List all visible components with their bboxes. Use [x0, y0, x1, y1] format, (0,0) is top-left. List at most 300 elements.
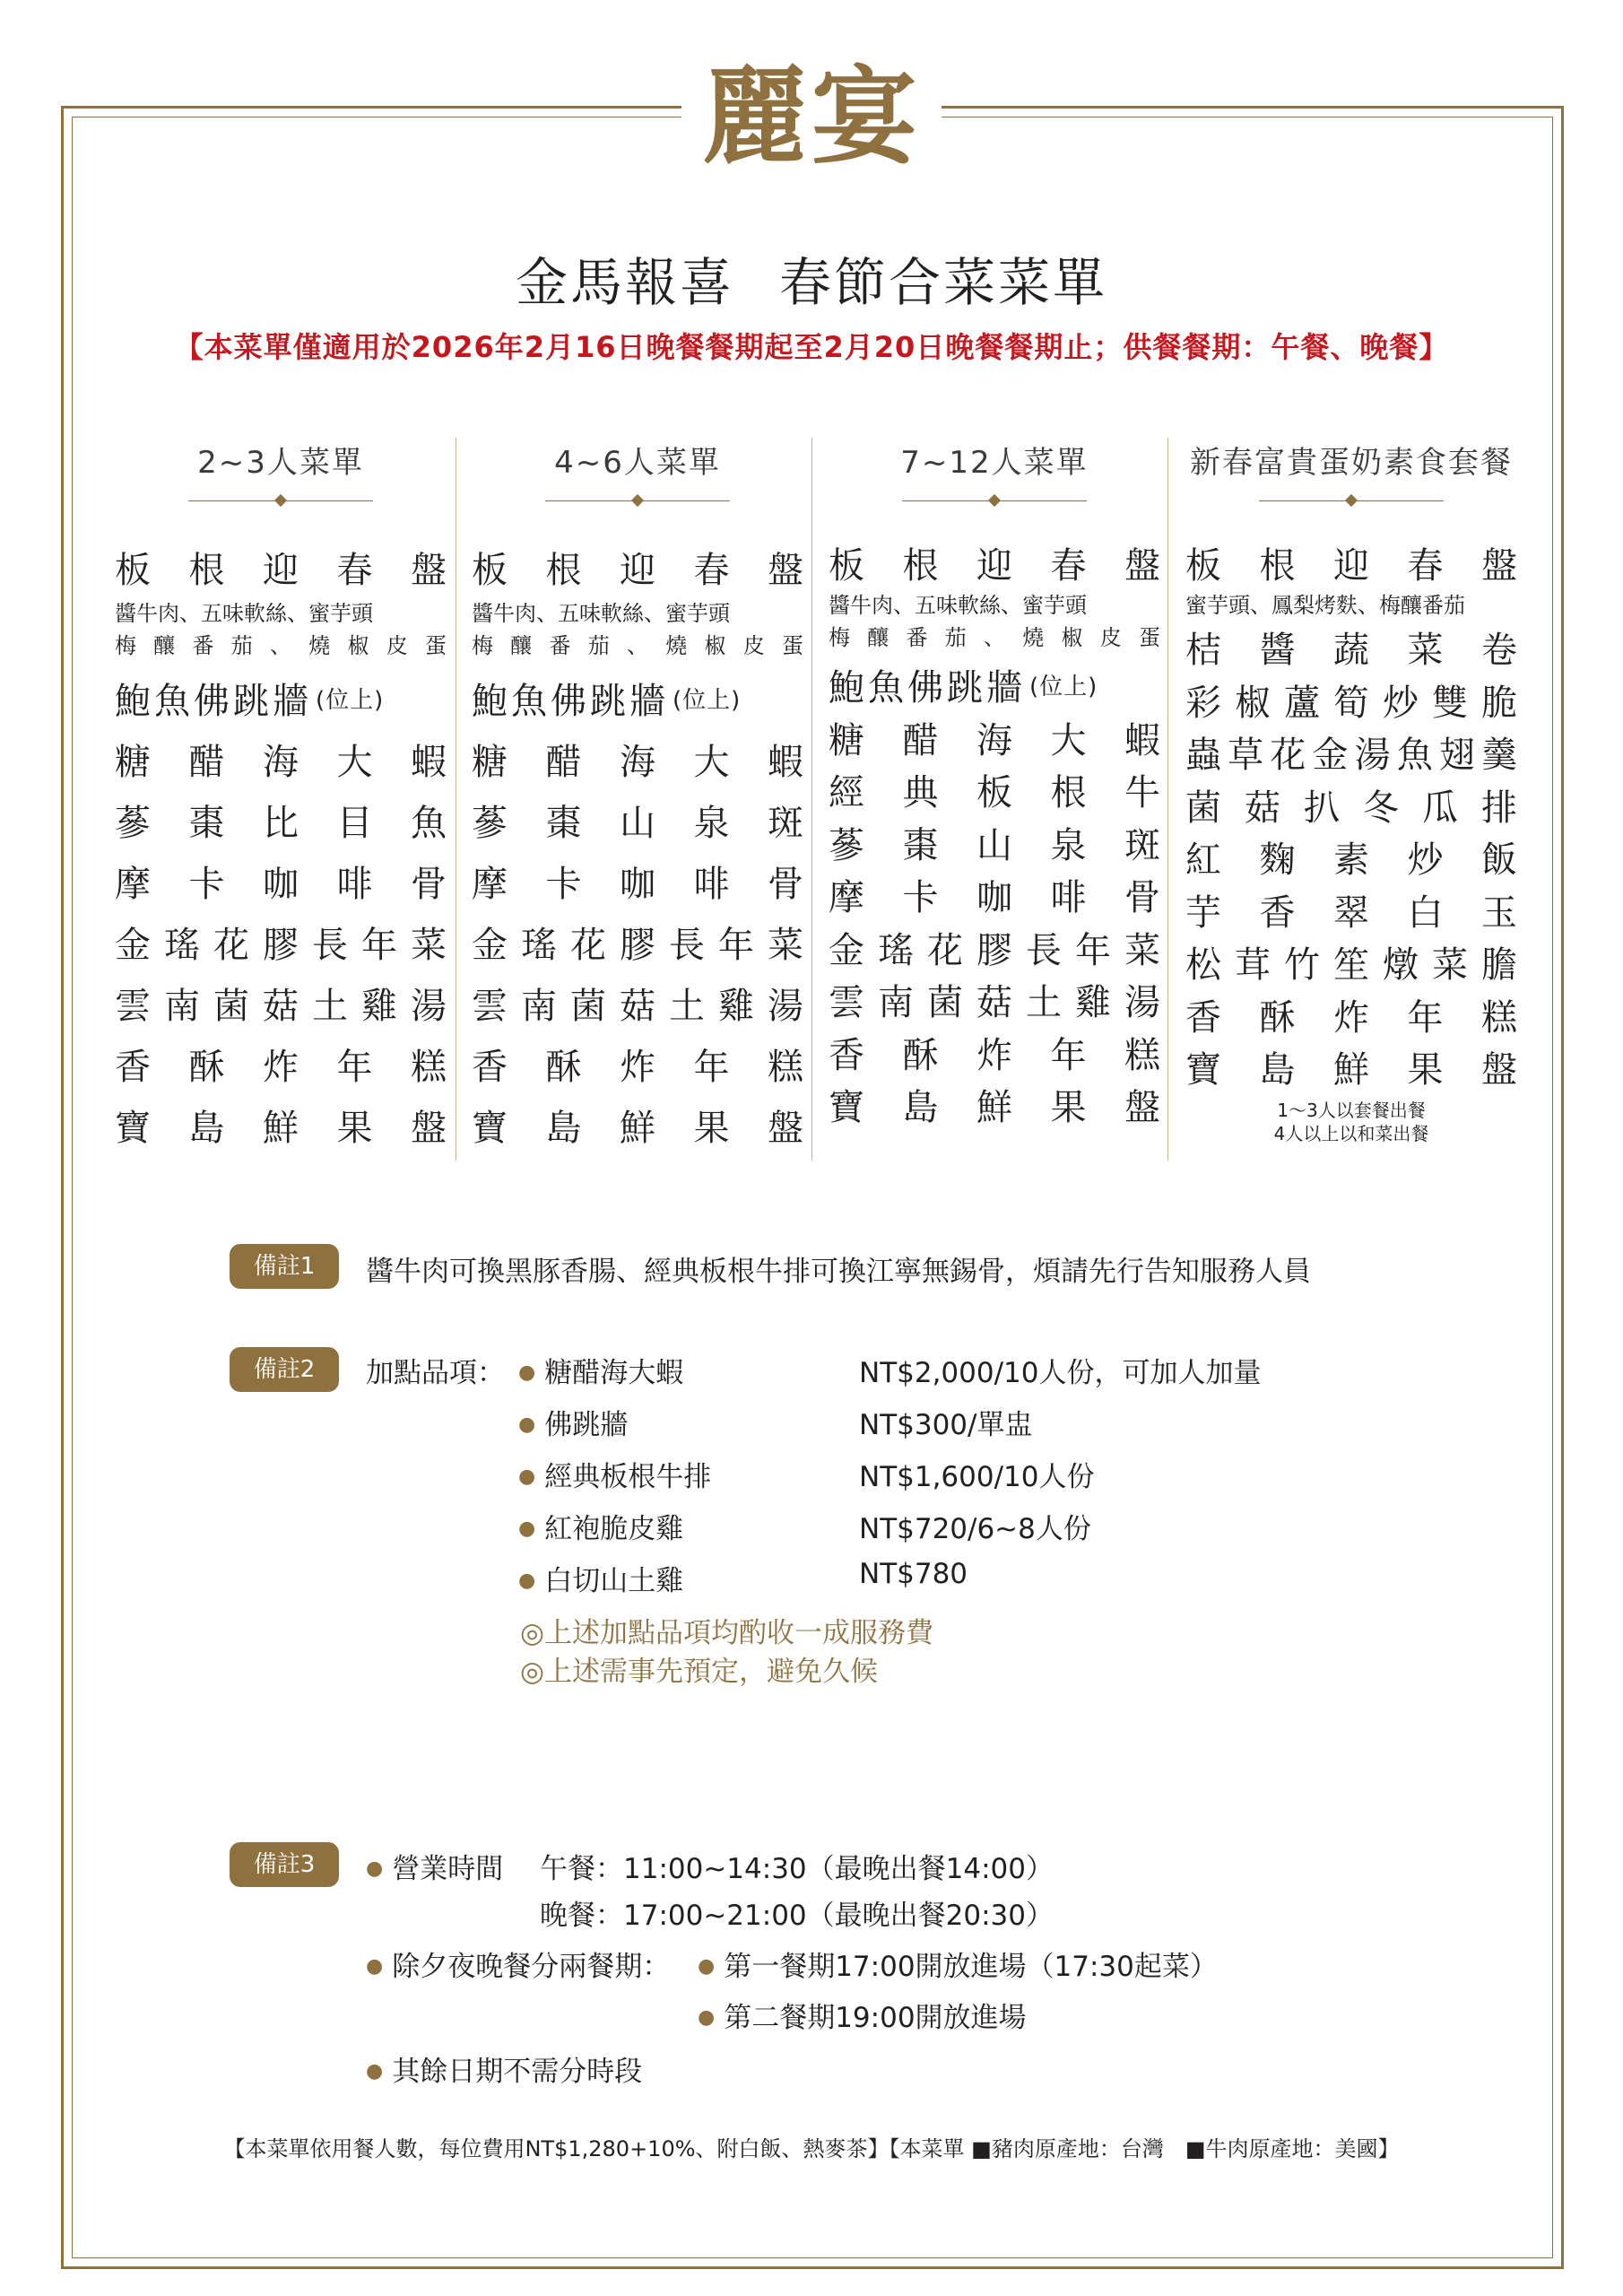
menu-item	[1185, 778, 1517, 831]
menu-item	[1185, 936, 1517, 989]
menu-item-char: 長	[1026, 929, 1062, 971]
menu-item-char: 醋	[545, 741, 582, 783]
menu-item-char: 板	[1185, 544, 1221, 587]
addon-name: 糖醋海大蝦	[544, 1357, 684, 1389]
addon-name: 佛跳牆	[544, 1409, 629, 1441]
menu-item-char: 板	[829, 544, 864, 587]
menu-item-char: 南	[521, 985, 557, 1027]
menu-column-title: 7~12人菜單	[900, 445, 1089, 481]
menu-item-char: 扒	[1304, 787, 1340, 829]
menu-item	[472, 667, 803, 728]
menu-item-char: 大	[336, 741, 373, 783]
menu-item-detail-char: 、	[984, 624, 1005, 650]
menu-item	[1185, 674, 1517, 726]
bullet-icon: ●	[366, 1857, 384, 1880]
menu-item-char: 菌	[1185, 787, 1221, 829]
menu-item-char: 啡	[693, 863, 730, 905]
menu-item-detail-char: 茄	[230, 633, 253, 658]
menu-item	[829, 711, 1160, 764]
menu-item-char: 菜	[1124, 929, 1160, 971]
menu-item-char: 膠	[620, 924, 655, 966]
addon-price: NT$300/單盅	[859, 1409, 1033, 1441]
menu-item-char: 椒	[1235, 682, 1271, 724]
menu-item-detail	[1185, 589, 1517, 622]
menu-item-detail-char: 釀	[510, 633, 533, 658]
menu-item-char: 春	[693, 549, 730, 591]
menu-item-char: 年	[1075, 929, 1111, 971]
other-days: 其餘日期不需分時段	[392, 2056, 643, 2088]
menu-item-char: 炒	[1383, 682, 1419, 724]
lunch-hours: 午餐：11:00~14:30（最晚出餐14:00）	[540, 1853, 1054, 1885]
menu-item-char: 年	[336, 1046, 373, 1088]
menu-item-detail	[829, 622, 1160, 654]
brand-plate	[681, 45, 942, 188]
menu-item-char: 瓜	[1422, 787, 1458, 829]
menu-item-char: 卡	[545, 863, 582, 905]
menu-column	[1185, 441, 1517, 1145]
addon-price: NT$2,000/10人份，可加人加量	[859, 1357, 1262, 1389]
menu-item-name: 鮑魚佛跳牆	[472, 680, 669, 722]
menu-item	[115, 972, 447, 1033]
menu-item-char: 松	[1185, 944, 1221, 987]
menu-item-char: 果	[693, 1107, 730, 1149]
menu-item-char: 翠	[1333, 891, 1369, 934]
menu-item-char: 筍	[1333, 682, 1369, 724]
menu-item-char: 花	[213, 924, 249, 966]
menu-item-char: 花	[1270, 735, 1306, 777]
menu-item-tag: (位上)	[673, 686, 742, 714]
menu-item-char: 酥	[902, 1034, 939, 1076]
bullet-icon: ●	[518, 1361, 536, 1384]
menu-item	[115, 789, 447, 850]
menu-item-char: 燉	[1383, 944, 1419, 987]
menu-item-char: 香	[829, 1034, 864, 1076]
menu-item-char: 根	[545, 549, 582, 591]
menu-item-char: 卷	[1481, 630, 1517, 672]
menu-item-name: 鮑魚佛跳牆	[829, 667, 1026, 709]
menu-item-char: 雲	[115, 985, 151, 1027]
menu-item-char: 泉	[1050, 824, 1087, 866]
menu-column-title: 新春富貴蛋奶素食套餐	[1190, 445, 1513, 481]
eve-row	[366, 1944, 670, 1984]
menu-item-char: 湯	[768, 985, 803, 1027]
menu-item-char: 大	[1050, 719, 1087, 761]
menu-item-char: 炸	[620, 1046, 655, 1088]
menu-item-char: 瑤	[878, 929, 914, 971]
menu-item-char: 羹	[1480, 735, 1517, 777]
menu-item-char: 鮮	[1333, 1049, 1369, 1091]
menu-item-char: 蔘	[115, 802, 151, 844]
menu-item-char: 醬	[1259, 630, 1296, 672]
addon-item	[518, 1506, 683, 1546]
remark3-badge: 備註3	[230, 1842, 339, 1887]
menu-item-char: 寶	[1185, 1049, 1221, 1091]
menu-item-char: 糖	[115, 741, 151, 783]
menu-column-title: 4~6人菜單	[554, 445, 721, 481]
menu-item-detail-char: 梅	[115, 633, 136, 658]
menu-item-detail-char: 茄	[587, 633, 610, 658]
menu-item-char: 盤	[411, 549, 447, 591]
menu-item	[829, 816, 1160, 869]
menu-item-char: 糕	[768, 1046, 803, 1088]
menu-item-detail	[829, 589, 1160, 622]
bullet-icon: ●	[698, 1955, 716, 1978]
menu-item-char: 年	[693, 1046, 730, 1088]
menu-item-char: 斑	[768, 802, 803, 844]
menu-item-char: 比	[263, 802, 299, 844]
menu-item-char: 菇	[263, 985, 299, 1027]
menu-item-char: 島	[188, 1107, 225, 1149]
addon-name: 紅袍脆皮雞	[544, 1513, 684, 1545]
menu-item-char: 摩	[115, 863, 151, 905]
menu-item-name: 鮑魚佛跳牆	[115, 680, 312, 722]
menu-item-char: 瑤	[164, 924, 200, 966]
menu-item-char: 春	[1407, 544, 1444, 587]
menu-item-char: 鮮	[263, 1107, 299, 1149]
menu-item-char: 菜	[768, 924, 803, 966]
menu-item-char: 素	[1333, 839, 1369, 882]
bullet-icon: ●	[366, 2060, 384, 2083]
eve-label: 除夕夜晚餐分兩餐期：	[392, 1951, 671, 1983]
menu-item-char: 山	[976, 824, 1012, 866]
menu-item	[472, 972, 803, 1033]
menu-item	[1185, 622, 1517, 674]
menu-item-char: 糖	[472, 741, 508, 783]
menu-item-char: 花	[927, 929, 963, 971]
menu-item-char: 炸	[976, 1034, 1012, 1076]
menu-item-char: 湯	[411, 985, 447, 1027]
menu-item	[829, 869, 1160, 922]
menu-item-char: 摩	[829, 877, 864, 919]
addon-item	[518, 1454, 711, 1494]
menu-item	[829, 764, 1160, 817]
remark2-badge: 備註2	[230, 1347, 339, 1392]
menu-item-detail-char: 燒	[665, 633, 688, 658]
menu-item-char: 板	[472, 549, 508, 591]
menu-item-detail-text: 醬牛肉、五味軟絲、蜜芋頭	[829, 592, 1087, 618]
menu-item	[1185, 1041, 1517, 1094]
menu-item-char: 香	[472, 1046, 508, 1088]
menu-item-char: 膠	[976, 929, 1012, 971]
hours-row	[366, 1846, 503, 1886]
menu-item	[829, 659, 1160, 712]
menu-item-detail-text: 蜜芋頭、鳳梨烤麩、梅釀番茄	[1185, 592, 1465, 618]
menu-item-char: 咖	[976, 877, 1012, 919]
menu-item-char: 蝦	[768, 741, 803, 783]
menu-item-detail-char: 釀	[153, 633, 176, 658]
menu-item-detail-char: 皮	[1099, 624, 1122, 650]
menu-item-char: 板	[115, 549, 151, 591]
menu-item-char: 大	[693, 741, 730, 783]
addon-note-service: ◎上述加點品項均酌收一成服務費	[520, 1617, 934, 1649]
ornament-divider	[829, 484, 1160, 520]
bullet-icon: ●	[518, 1518, 536, 1540]
menu-item-char: 菜	[411, 924, 447, 966]
menu-item-char: 金	[1312, 735, 1349, 777]
menu-item-char: 寶	[472, 1107, 508, 1149]
menu-item-char: 蔘	[472, 802, 508, 844]
menu-item	[472, 1094, 803, 1155]
menu-item-char: 雞	[1075, 982, 1111, 1024]
menu-item	[472, 911, 803, 972]
menu-item-char: 啡	[1050, 877, 1087, 919]
menu-item-char: 山	[620, 802, 655, 844]
menu-item	[829, 921, 1160, 974]
menu-item-char: 泉	[693, 802, 730, 844]
menu-item-char: 笙	[1333, 944, 1369, 987]
menu-item-char: 鮮	[620, 1107, 655, 1149]
menu-item-char: 瑤	[521, 924, 557, 966]
menu-item-char: 年	[1050, 1034, 1087, 1076]
menu-item-char: 島	[545, 1107, 582, 1149]
menu-item	[1185, 988, 1517, 1041]
menu-item-char: 排	[1481, 787, 1517, 829]
menu-item-detail-char: 、	[627, 633, 648, 658]
menu-item-detail-char: 蛋	[425, 633, 447, 658]
addon-name: 白切山土雞	[544, 1565, 684, 1597]
menu-item-char: 菌	[927, 982, 963, 1024]
menu-item-char: 盤	[1481, 544, 1517, 587]
menu-item-detail-text: 醬牛肉、五味軟絲、蜜芋頭	[472, 601, 730, 626]
menu-item-char: 卡	[188, 863, 225, 905]
page-title	[0, 240, 1623, 316]
menu-item-detail-char: 番	[906, 624, 928, 650]
menu-item-char: 年	[718, 924, 754, 966]
menu-item-char: 摩	[472, 863, 508, 905]
menu-item-char: 年	[1407, 996, 1444, 1039]
dinner-hours: 晚餐：17:00~21:00（最晚出餐20:30）	[540, 1900, 1054, 1932]
menu-item-char: 土	[312, 985, 348, 1027]
menu-item-char: 炸	[263, 1046, 299, 1088]
menu-item-char: 經	[829, 772, 864, 814]
menu-item-char: 香	[1185, 996, 1221, 1039]
addon-name: 經典板根牛排	[544, 1461, 712, 1493]
menu-item	[115, 1094, 447, 1155]
menu-item-char: 牛	[1124, 772, 1160, 814]
menu-item-char: 香	[1259, 891, 1296, 934]
menu-item-char: 果	[1407, 1049, 1444, 1091]
menu-item-tag: (位上)	[316, 686, 385, 714]
validity-notice: 【本菜單僅適用於2026年2月16日晚餐餐期起至2月20日晚餐餐期止；供餐餐期：午餐、晚餐】	[174, 330, 1449, 364]
ornament-divider	[472, 484, 803, 520]
bullet-icon: ●	[518, 1413, 536, 1436]
menu-item-char: 雞	[361, 985, 397, 1027]
eve-first-row	[698, 1944, 1218, 1984]
menu-item-char: 蔬	[1333, 630, 1369, 672]
menu-item-char: 麴	[1259, 839, 1296, 882]
bullet-icon: ●	[518, 1570, 536, 1592]
menu-item-char: 根	[902, 544, 939, 587]
menu-item-char: 棗	[188, 802, 225, 844]
menu-item-detail	[115, 630, 447, 662]
menu-item-char: 咖	[263, 863, 299, 905]
ornament-divider	[115, 484, 447, 520]
veg-serving-note	[1185, 1099, 1517, 1145]
eve-second: 第二餐期19:00開放進場	[724, 2002, 1027, 2034]
menu-item-char: 酥	[545, 1046, 582, 1088]
menu-item	[115, 728, 447, 789]
menu-item-char: 雲	[472, 985, 508, 1027]
menu-item-char: 蝦	[411, 741, 447, 783]
menu-item-char: 海	[976, 719, 1012, 761]
menu-item-char: 魚	[1396, 735, 1433, 777]
menu-item-char: 啡	[336, 863, 373, 905]
menu-item-char: 根	[1259, 544, 1296, 587]
menu-item-char: 棗	[902, 824, 939, 866]
diamond-icon	[631, 494, 644, 507]
menu-item-char: 糕	[1124, 1034, 1160, 1076]
diamond-icon	[1345, 494, 1358, 507]
menu-item-char: 迎	[1333, 544, 1369, 587]
menu-item-char: 長	[669, 924, 705, 966]
menu-item-detail-char: 椒	[347, 633, 369, 658]
menu-item-char: 盤	[768, 549, 803, 591]
menu-column	[472, 441, 803, 1155]
menu-column-title: 2~3人菜單	[197, 445, 364, 481]
remark1-text: 醬牛肉可換黑豚香腸、經典板根牛排可換江寧無錫骨，煩請先行告知服務人員	[366, 1256, 1311, 1288]
menu-item-char: 盤	[411, 1107, 447, 1149]
menu-item-detail-char: 釀	[867, 624, 890, 650]
menu-item-char: 花	[570, 924, 606, 966]
brand-logo: 麗宴	[701, 54, 921, 178]
menu-item-detail-char: 皮	[386, 633, 408, 658]
menu-item	[472, 1033, 803, 1094]
menu-item-char: 湯	[1354, 735, 1391, 777]
menu-item-char: 糖	[829, 719, 864, 761]
menu-item-char: 香	[115, 1046, 151, 1088]
menu-item-char: 飯	[1481, 839, 1517, 882]
menu-item-char: 南	[878, 982, 914, 1024]
menu-item-detail-char: 燒	[1022, 624, 1045, 650]
menu-item	[829, 974, 1160, 1027]
menu-item	[472, 789, 803, 850]
menu-item-char: 菇	[976, 982, 1012, 1024]
addon-item	[518, 1558, 683, 1598]
menu-item-detail-char: 蛋	[782, 633, 803, 658]
menu-item-char: 金	[472, 924, 508, 966]
menu-item-char: 彩	[1185, 682, 1221, 724]
diamond-icon	[274, 494, 287, 507]
menu-item	[115, 850, 447, 911]
addon-item	[518, 1402, 628, 1442]
menu-item	[115, 1033, 447, 1094]
menu-item	[115, 911, 447, 972]
menu-item-char: 盤	[1124, 544, 1160, 587]
menu-item-detail-char: 茄	[944, 624, 967, 650]
other-days-row	[366, 2048, 642, 2089]
menu-item	[472, 850, 803, 911]
menu-item	[115, 536, 447, 597]
menu-item-char: 土	[1026, 982, 1062, 1024]
menu-item-detail	[472, 597, 803, 630]
menu-item-char: 膠	[263, 924, 299, 966]
menu-item-char: 菇	[620, 985, 655, 1027]
menu-item-char: 玉	[1481, 891, 1517, 934]
menu-item-char: 咖	[620, 863, 655, 905]
menu-item-char: 鮮	[976, 1087, 1012, 1129]
menu-item-char: 脆	[1481, 682, 1517, 724]
title-part2: 春節合菜菜單	[779, 252, 1108, 313]
menu-item	[1185, 831, 1517, 884]
menu-item-char: 盤	[768, 1107, 803, 1149]
menu-item-char: 寶	[829, 1087, 864, 1129]
menu-item-detail-char: 燒	[308, 633, 331, 658]
veg-note-line2: 4人以上以和菜出餐	[1273, 1123, 1429, 1144]
diamond-icon	[988, 494, 1001, 507]
menu-item-char: 骨	[411, 863, 447, 905]
menu-item-detail-text: 醬牛肉、五味軟絲、蜜芋頭	[115, 601, 373, 626]
addon-price: NT$780	[859, 1558, 968, 1590]
menu-item-char: 醋	[188, 741, 225, 783]
menu-item-char: 典	[902, 772, 939, 814]
menu-item-char: 雙	[1432, 682, 1468, 724]
menu-item-detail-char: 椒	[704, 633, 726, 658]
menu-item-char: 炒	[1407, 839, 1444, 882]
menu-item-char: 年	[361, 924, 397, 966]
addon-note-reserve: ◎上述需事先預定，避免久候	[520, 1656, 879, 1688]
menu-item-char: 長	[312, 924, 348, 966]
menu-item-char: 蟲	[1185, 735, 1221, 777]
menu-column	[829, 441, 1160, 1131]
menu-item-char: 醋	[902, 719, 939, 761]
menu-item-char: 南	[164, 985, 200, 1027]
remark2-lead: 加點品項：	[366, 1357, 505, 1389]
menu-item-detail-char: 蛋	[1139, 624, 1160, 650]
menu-item-char: 果	[1050, 1087, 1087, 1129]
menu-item-char: 菜	[1432, 944, 1468, 987]
menu-item-char: 春	[1050, 544, 1087, 587]
menu-item-char: 膽	[1481, 944, 1517, 987]
menu-item-char: 盤	[1124, 1087, 1160, 1129]
menu-item-tag: (位上)	[1029, 674, 1098, 701]
menu-item-char: 海	[263, 741, 299, 783]
menu-item-char: 湯	[1124, 982, 1160, 1024]
menu-item-detail-char: 、	[270, 633, 291, 658]
menu-item-char: 根	[1050, 772, 1087, 814]
menu-item-char: 土	[669, 985, 705, 1027]
remark1-badge: 備註1	[230, 1244, 339, 1289]
menu-item-detail-char: 椒	[1061, 624, 1083, 650]
menu-item-char: 蝦	[1124, 719, 1160, 761]
menu-item-char: 目	[336, 802, 373, 844]
menu-item-char: 根	[188, 549, 225, 591]
footer-note: 【本菜單依用餐人數，每位費用NT$1,280+10%、附白飯、熱麥茶】【本菜單 ■豬肉原產地：台灣 ■牛肉原產地：美國】	[223, 2136, 1400, 2161]
menu-item-char: 紅	[1185, 839, 1221, 882]
menu-item-char: 糕	[411, 1046, 447, 1088]
menu-item-char: 島	[902, 1087, 939, 1129]
eve-second-row	[698, 1995, 1027, 2035]
addon-price: NT$720/6~8人份	[859, 1513, 1091, 1545]
bullet-icon: ●	[518, 1465, 536, 1488]
menu-item-char: 茸	[1235, 944, 1271, 987]
menu-item-char: 菌	[570, 985, 606, 1027]
menu-item-char: 魚	[411, 802, 447, 844]
bullet-icon: ●	[366, 1955, 384, 1978]
menu-item-char: 菜	[1407, 630, 1444, 672]
menu-item-char: 蔘	[829, 824, 864, 866]
inner-frame	[72, 117, 1553, 2258]
menu-item-char: 斑	[1124, 824, 1160, 866]
menu-item-detail-char: 皮	[742, 633, 765, 658]
menu-item-char: 迎	[620, 549, 655, 591]
menu-item-char: 果	[336, 1107, 373, 1149]
menu-item-char: 竹	[1284, 944, 1320, 987]
veg-note-line1: 1～3人以套餐出餐	[1277, 1100, 1426, 1121]
menu-item-char: 棗	[545, 802, 582, 844]
menu-item-detail-char: 梅	[472, 633, 493, 658]
menu-item	[472, 536, 803, 597]
menu-item-char: 骨	[1124, 877, 1160, 919]
